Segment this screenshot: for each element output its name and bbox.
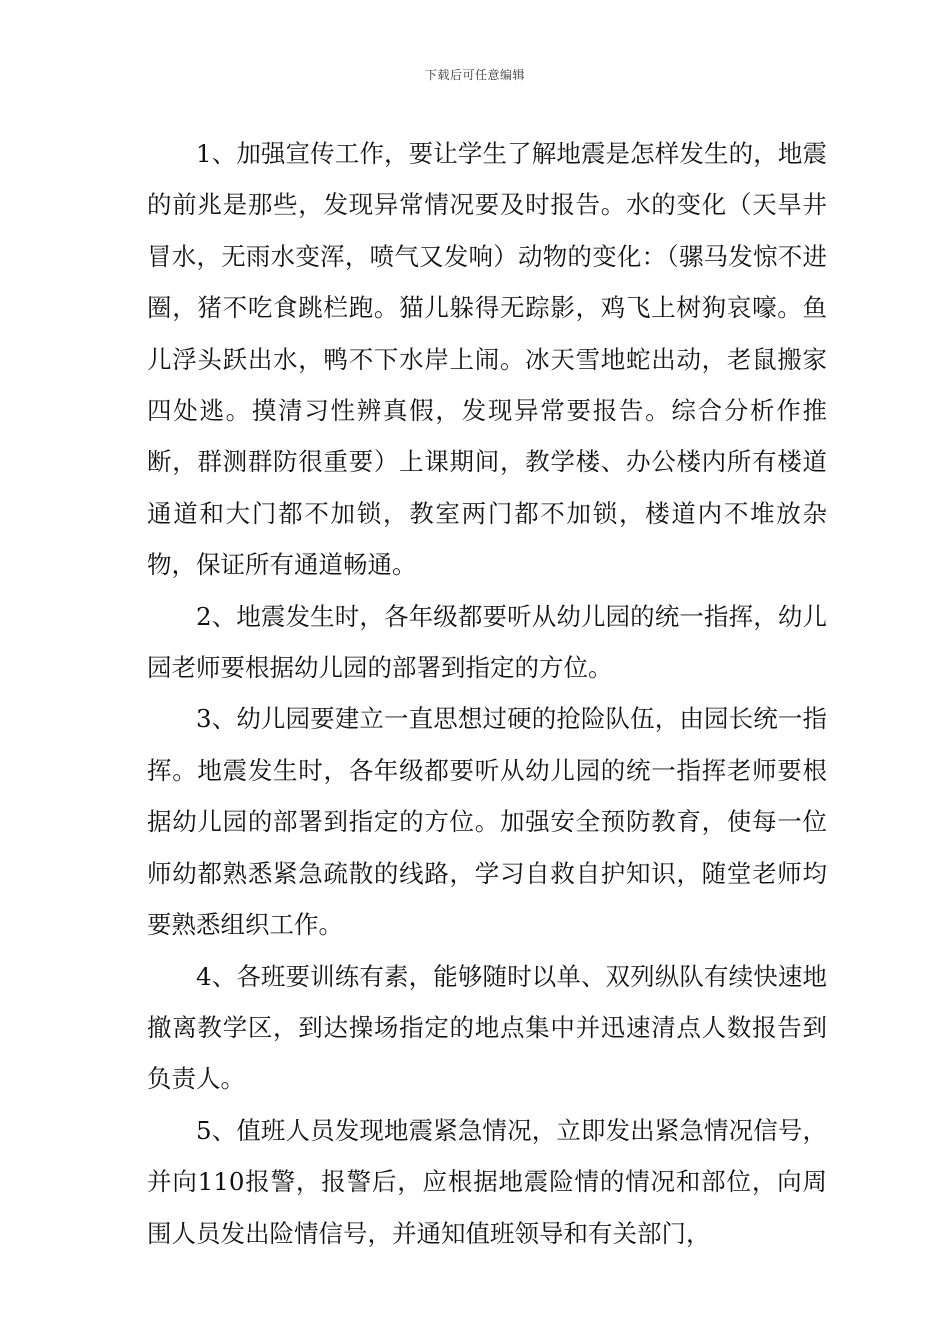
paragraph-2: 2、地震发生时，各年级都要听从幼儿园的统一指挥，幼儿园老师要根据幼儿园的部署到指定的方位。: [147, 601, 827, 683]
page-header: 下载后可任意编辑: [424, 68, 525, 82]
paragraph-3: 3、幼儿园要建立一直思想过硬的抢险队伍，由园长统一指挥。地震发生时，各年级都要听从幼儿园的统一指挥老师要根据幼儿园的部署到指定的方位。加强安全预防教育，使每一位师幼都熟悉紧急疏散的线路，学习自救自护知识，随堂老师均要熟悉组织工作。: [147, 704, 827, 940]
paragraph-4: 4、各班要训练有素，能够随时以单、双列纵队有续快速地撤离教学区，到达操场指定的地点集中并迅速清点人数报告到负责人。: [147, 961, 827, 1094]
document-body: [147, 128, 827, 1259]
paragraph-5: 5、值班人员发现地震紧急情况，立即发出紧急情况信号，并向110报警，报警后，应根据地震险情的情况和部位，向周围人员发出险情信号，并通知值班领导和有关部门，: [147, 1115, 827, 1248]
paragraph-1: 1、加强宣传工作，要让学生了解地震是怎样发生的，地震的前兆是那些，发现异常情况要及时报告。水的变化（天旱井冒水，无雨水变浑，喷气又发响）动物的变化：（骡马发惊不进圈，猪不吃食跳栏跑。猫儿躲得无踪影，鸡飞上树狗哀嚎。鱼儿浮头跃出水，鸭不下水岸上闹。冰天雪地蛇出动，老鼠搬家四处逃。摸清习性辨真假，发现异常要报告。综合分析作推断，群测群防很重要）上课期间，教学楼、办公楼内所有楼道通道和大门都不加锁，教室两门都不加锁，楼道内不堆放杂物，保证所有通道畅通。: [147, 139, 827, 580]
